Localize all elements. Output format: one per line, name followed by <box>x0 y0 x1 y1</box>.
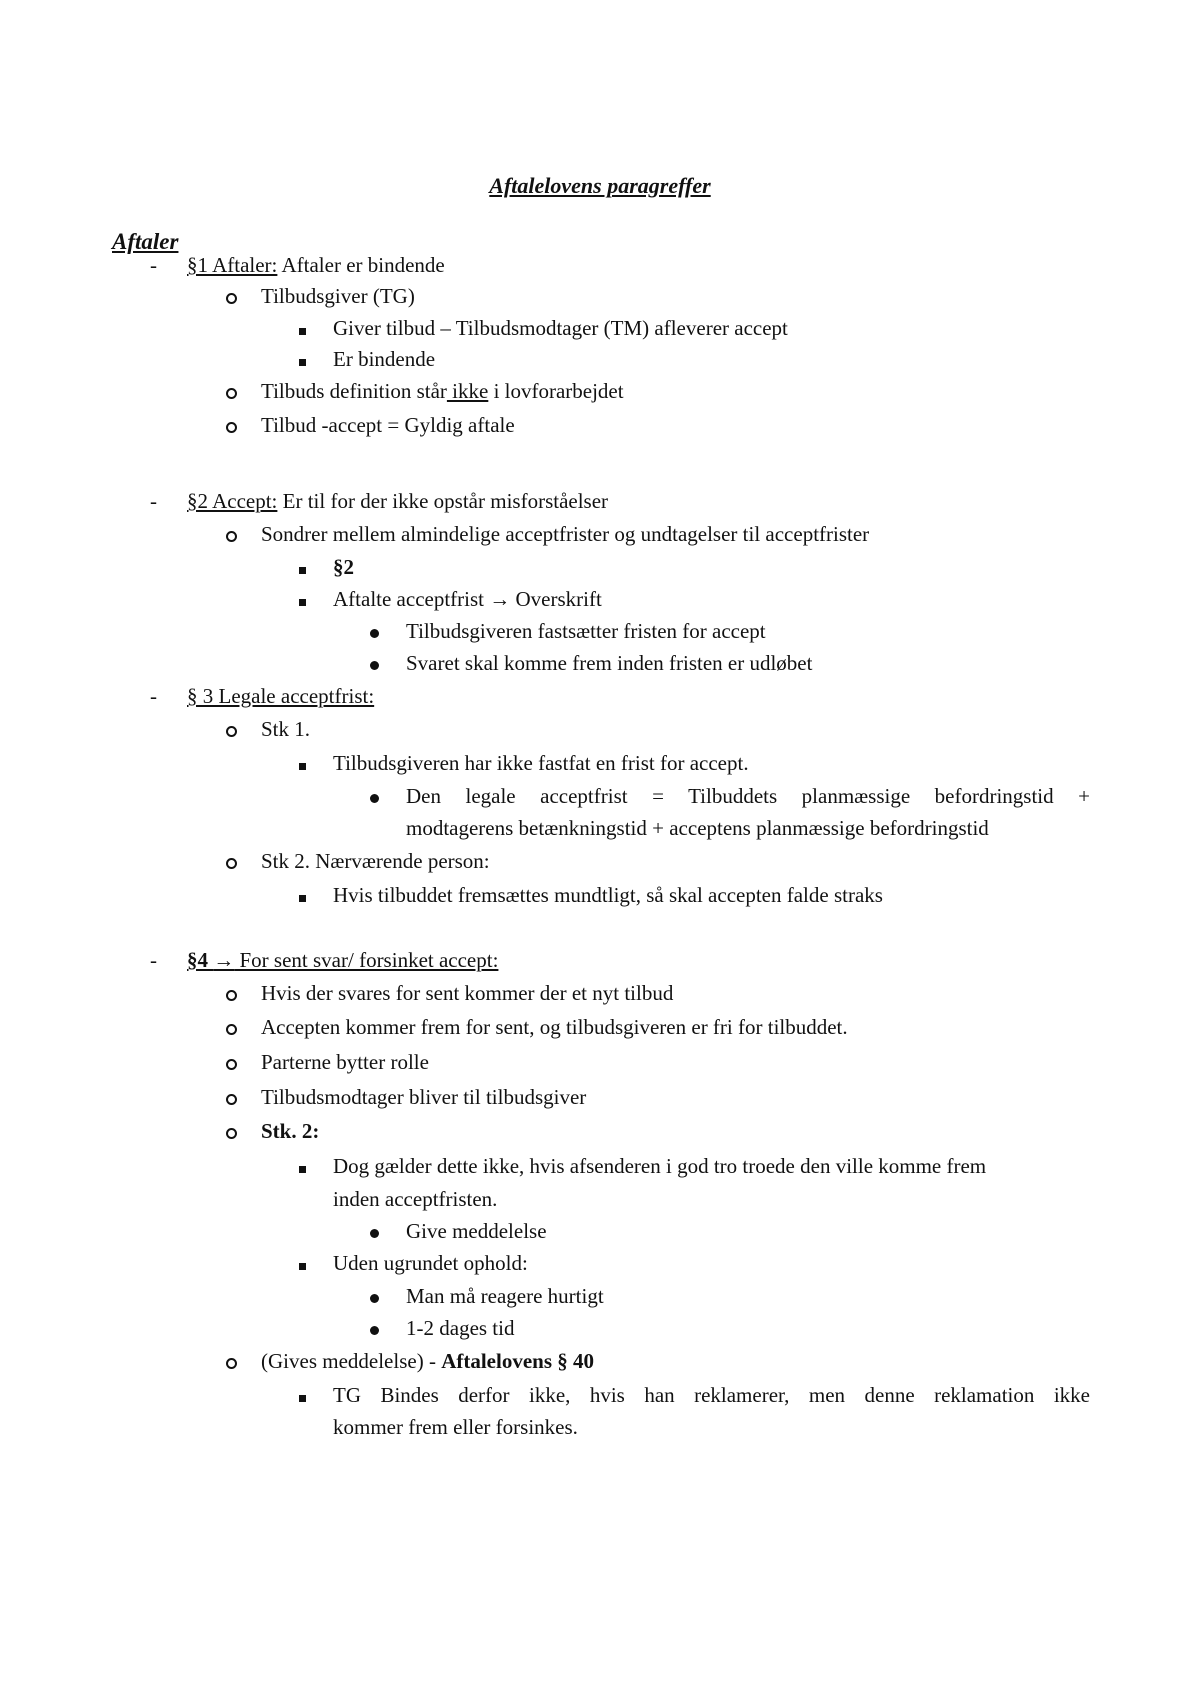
square-bullet <box>299 344 306 374</box>
round-bullet <box>370 1281 379 1311</box>
list-item: Tilbudsgiveren fastsætter fristen for accept <box>406 619 766 643</box>
round-bullet <box>370 781 379 811</box>
list-item: Man må reagere hurtigt <box>406 1284 604 1308</box>
list-item: Uden ugrundet ophold: <box>333 1251 528 1275</box>
underlined-word: ikke <box>446 379 489 403</box>
square-bullet <box>299 880 306 910</box>
dash-bullet: - <box>150 253 157 277</box>
square-bullet <box>299 748 306 778</box>
paragraph-2-label: §2 Accept: <box>187 489 278 513</box>
square-bullet <box>299 1151 306 1181</box>
list-item-text: Tilbuds definition står <box>261 379 447 403</box>
circle-bullet <box>226 1346 237 1377</box>
list-item: Tilbud -accept = Gyldig aftale <box>261 413 515 437</box>
square-bullet <box>299 1380 306 1410</box>
circle-bullet <box>226 1047 237 1078</box>
square-bullet <box>299 584 306 614</box>
circle-bullet <box>226 281 237 312</box>
square-bullet <box>299 552 306 582</box>
list-item-line: inden acceptfristen. <box>333 1187 498 1211</box>
circle-bullet <box>226 1116 237 1147</box>
circle-bullet <box>226 376 237 407</box>
list-item <box>333 584 602 614</box>
list-item: Er bindende <box>333 347 436 371</box>
paragraph-4-label: §4 <box>187 948 208 972</box>
square-bullet <box>299 1248 306 1278</box>
circle-bullet <box>226 714 237 745</box>
list-item-text: Overskrift <box>510 587 602 611</box>
list-item: Svaret skal komme frem inden fristen er udløbet <box>406 651 813 675</box>
list-item <box>261 376 624 406</box>
list-item: Tilbudsmodtager bliver til tilbudsgiver <box>261 1085 587 1109</box>
list-item: §2 <box>333 555 354 579</box>
list-item: Accepten kommer frem for sent, og tilbudsgiveren er fri for tilbuddet. <box>261 1015 848 1039</box>
list-item: 1-2 dages tid <box>406 1316 515 1340</box>
list-item-bold-text: Aftalelovens § 40 <box>441 1349 595 1373</box>
list-item: Sondrer mellem almindelige acceptfrister og undtagelser til acceptfrister <box>261 522 870 546</box>
list-item: Stk 2. Nærværende person: <box>261 849 490 873</box>
paragraph-3-heading: § 3 Legale acceptfrist: <box>187 684 375 708</box>
list-item: Stk 1. <box>261 717 311 741</box>
dash-bullet: - <box>150 489 157 513</box>
paragraph-1-text: Aftaler er bindende <box>277 253 445 277</box>
circle-bullet <box>226 1082 237 1113</box>
list-item: Parterne bytter rolle <box>261 1050 429 1074</box>
dash-bullet: - <box>150 684 157 708</box>
list-item <box>261 1346 594 1376</box>
list-item-line: Den legale acceptfrist = Tilbuddets planmæssige befordringstid + <box>406 784 1090 808</box>
arrow-right-icon: → <box>213 948 235 972</box>
arrow-right-icon: → <box>489 587 511 611</box>
section-heading: Aftaler <box>112 229 179 254</box>
circle-bullet <box>226 846 237 877</box>
paragraph-1-label: §1 Aftaler: <box>187 253 278 277</box>
round-bullet <box>370 616 379 646</box>
paragraph-2-text: Er til for der ikke opstår misforståelser <box>277 489 609 513</box>
paragraph-1-heading <box>187 250 445 280</box>
list-item-text: (Gives meddelelse) - <box>261 1349 442 1373</box>
paragraph-4-text: For sent svar/ forsinket accept: <box>234 948 499 972</box>
list-item-text: i lovforarbejdet <box>488 379 624 403</box>
dash-bullet: - <box>150 948 157 972</box>
circle-bullet <box>226 978 237 1009</box>
list-item-line: kommer frem eller forsinkes. <box>333 1415 578 1439</box>
paragraph-2-heading <box>187 486 608 516</box>
list-item-line: Dog gælder dette ikke, hvis afsenderen i god tro troede den ville komme frem <box>333 1154 987 1178</box>
round-bullet <box>370 648 379 678</box>
list-item-line: modtagerens betænkningstid + acceptens planmæssige befordringstid <box>406 816 989 840</box>
paragraph-4-heading <box>187 945 498 975</box>
list-item: Tilbudsgiver (TG) <box>261 284 415 308</box>
list-item-line: TG Bindes derfor ikke, hvis han reklamerer, men denne reklamation ikke <box>333 1383 1090 1407</box>
round-bullet <box>370 1313 379 1343</box>
document-title: Aftalelovens paragreffer <box>489 173 711 198</box>
round-bullet <box>370 1216 379 1246</box>
circle-bullet <box>226 519 237 550</box>
square-bullet <box>299 313 306 343</box>
circle-bullet <box>226 1012 237 1043</box>
list-item: Hvis tilbuddet fremsættes mundtligt, så skal accepten falde straks <box>333 883 883 907</box>
list-item: Give meddelelse <box>406 1219 547 1243</box>
list-item: Tilbudsgiveren har ikke fastfat en frist for accept. <box>333 751 749 775</box>
circle-bullet <box>226 410 237 441</box>
list-item: Giver tilbud – Tilbudsmodtager (TM) afleverer accept <box>333 316 788 340</box>
list-item: Hvis der svares for sent kommer der et nyt tilbud <box>261 981 674 1005</box>
list-item-text: Aftalte acceptfrist <box>333 587 490 611</box>
list-item: Stk. 2: <box>261 1119 320 1143</box>
